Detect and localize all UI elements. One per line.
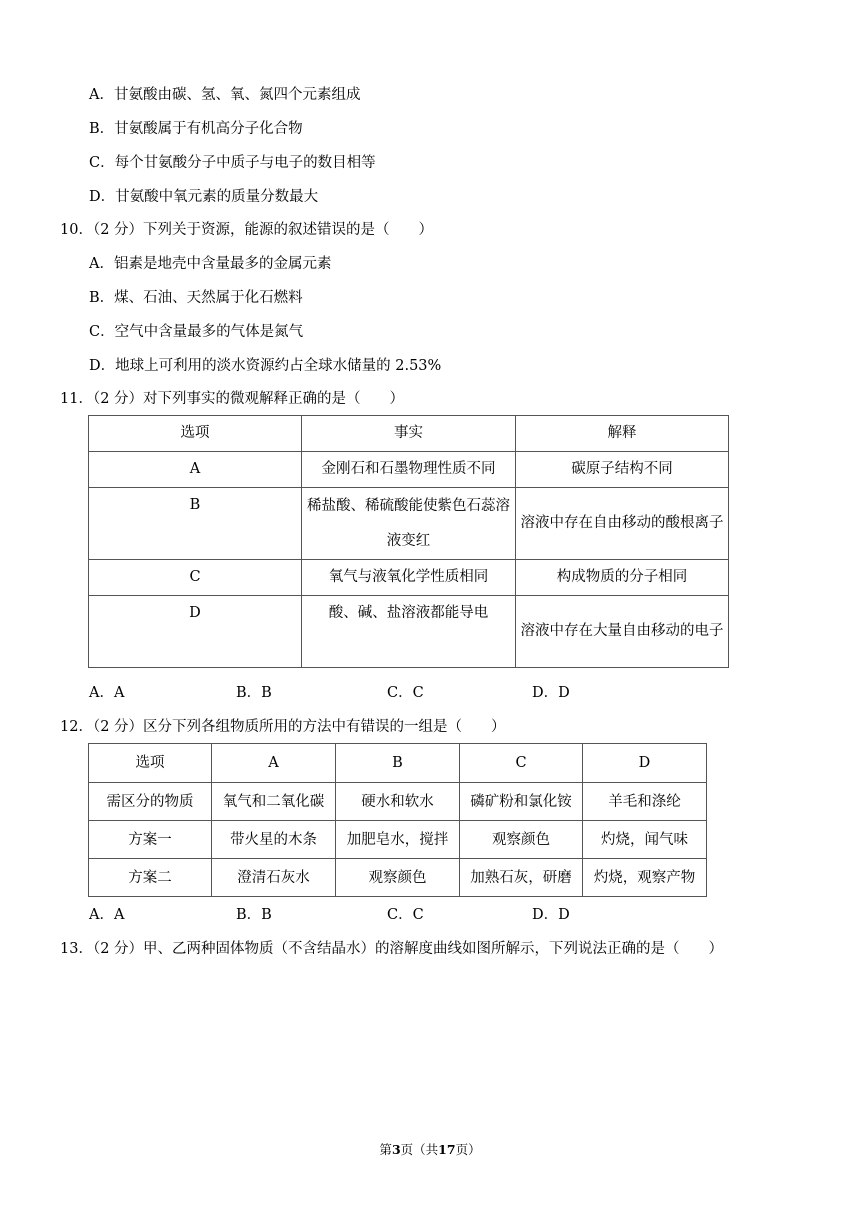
table-header-row: [89, 416, 729, 452]
q9-option-c: C．每个甘氨酸分子中质子与电子的数目相等: [89, 155, 376, 171]
table-cell: 磷矿粉和氯化铵: [460, 783, 583, 821]
table-cell: 方案二: [89, 859, 212, 897]
table-cell: 观察颜色: [460, 821, 583, 859]
q13-stem: 13．（2 分）甲、乙两种固体物质（不含结晶水）的溶解度曲线如图所解示，下列说法正确的是（ ）: [60, 941, 724, 957]
table-cell: 构成物质的分子相同: [516, 560, 729, 596]
table-cell: 溶液中存在自由移动的酸根离子: [516, 488, 729, 560]
q9-option-a: A．甘氨酸由碳、氢、氧、氮四个元素组成: [89, 87, 361, 103]
table-row: [89, 560, 729, 596]
table-cell: 澄清石灰水: [212, 859, 336, 897]
q10-stem: 10．（2 分）下列关于资源，能源的叙述错误的是（ ）: [60, 222, 434, 238]
table-cell: 金刚石和石墨物理性质不同: [302, 452, 516, 488]
footer-suffix: 页）: [455, 1142, 481, 1157]
table-header-cell: 事实: [302, 416, 516, 452]
table-row: [89, 821, 707, 859]
q10-option-c: C．空气中含量最多的气体是氮气: [89, 324, 304, 340]
table-cell: 带火星的木条: [212, 821, 336, 859]
page-footer: [0, 1140, 860, 1158]
q12-answer-b: B．B: [236, 907, 272, 923]
q10-option-a: A．铝素是地壳中含量最多的金属元素: [89, 256, 332, 272]
q11-table: [88, 415, 729, 668]
table-header-cell: A: [212, 744, 336, 783]
table-cell: 氧气和二氧化碳: [212, 783, 336, 821]
table-header-cell: 解释: [516, 416, 729, 452]
table-row: [89, 783, 707, 821]
table-cell: 观察颜色: [336, 859, 460, 897]
q12-table: [88, 743, 707, 897]
table-row: [89, 596, 729, 668]
q11-answer-c: C．C: [387, 685, 424, 701]
footer-prefix: 第: [379, 1142, 392, 1157]
table-row: [89, 452, 729, 488]
table-header-cell: C: [460, 744, 583, 783]
table-cell: 方案一: [89, 821, 212, 859]
table-cell: 灼烧，观察产物: [583, 859, 707, 897]
table-header-cell: D: [583, 744, 707, 783]
table-cell: C: [89, 560, 302, 596]
table-header-cell: B: [336, 744, 460, 783]
q12-stem: 12．（2 分）区分下列各组物质所用的方法中有错误的一组是（ ）: [60, 719, 506, 735]
table-cell: 加熟石灰，研磨: [460, 859, 583, 897]
table-header-row: [89, 744, 707, 783]
table-header-cell: 选项: [89, 744, 212, 783]
q9-option-d: D．甘氨酸中氧元素的质量分数最大: [89, 189, 319, 205]
q11-answer-a: A．A: [89, 685, 125, 701]
table-cell: 溶液中存在大量自由移动的电子: [516, 596, 729, 668]
table-cell: 稀盐酸、稀硫酸能使紫色石蕊溶液变红: [302, 488, 516, 560]
q11-stem: 11．（2 分）对下列事实的微观解释正确的是（ ）: [60, 391, 405, 407]
table-cell: 灼烧，闻气味: [583, 821, 707, 859]
table-cell: 硬水和软水: [336, 783, 460, 821]
q12-answer-a: A．A: [89, 907, 125, 923]
page-number: 3: [391, 1142, 401, 1157]
table-cell: B: [89, 488, 302, 560]
table-cell: D: [89, 596, 302, 668]
table-row: [89, 488, 729, 560]
table-cell: 氧气与液氧化学性质相同: [302, 560, 516, 596]
table-cell: 酸、碱、盐溶液都能导电: [302, 596, 516, 668]
table-cell: 加肥皂水，搅拌: [336, 821, 460, 859]
q11-answer-d: D．D: [532, 685, 570, 701]
table-cell: 需区分的物质: [89, 783, 212, 821]
q12-answer-d: D．D: [532, 907, 570, 923]
q9-option-b: B．甘氨酸属于有机高分子化合物: [89, 121, 303, 137]
table-row: [89, 859, 707, 897]
footer-middle: 页（共: [400, 1142, 439, 1157]
q11-answer-b: B．B: [236, 685, 272, 701]
table-cell: 碳原子结构不同: [516, 452, 729, 488]
q10-option-b: B．煤、石油、天然属于化石燃料: [89, 290, 303, 306]
q12-answer-c: C．C: [387, 907, 424, 923]
table-header-cell: 选项: [89, 416, 302, 452]
total-pages: 17: [438, 1142, 456, 1157]
table-cell: A: [89, 452, 302, 488]
table-cell: 羊毛和涤纶: [583, 783, 707, 821]
q10-option-d: D．地球上可利用的淡水资源约占全球水储量的 2.53%: [89, 358, 442, 374]
